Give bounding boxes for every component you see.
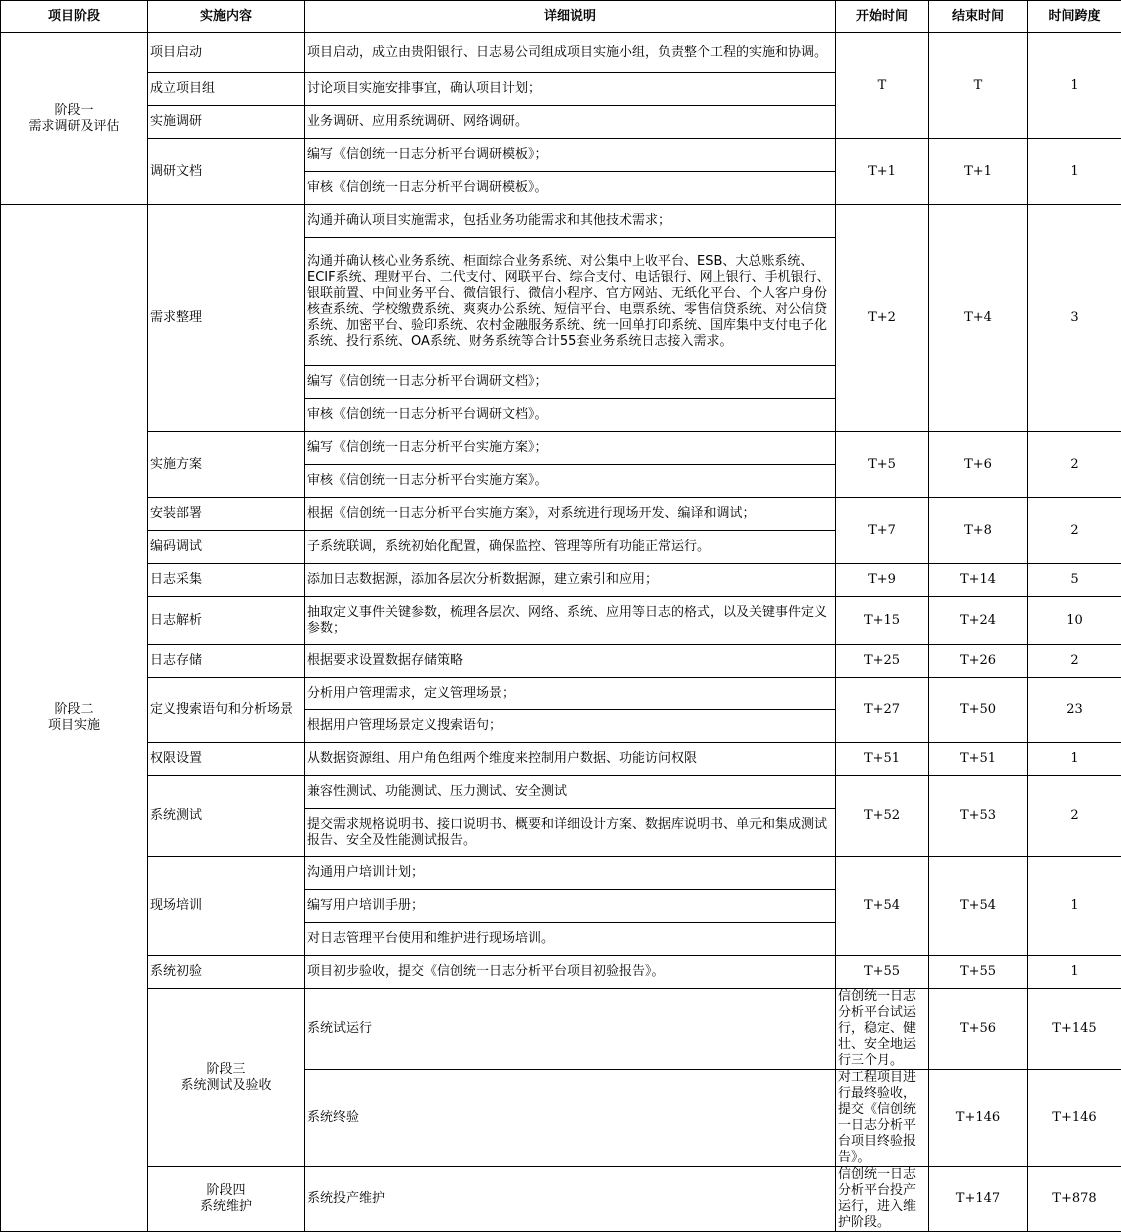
detail-cell: 编写《信创统一日志分析平台调研模板》； [305,139,836,172]
task-cell: 现场培训 [148,857,305,956]
table-row [1,33,1121,73]
end-cell: T [929,33,1028,139]
table-row [1,564,1121,597]
table-row [1,1167,1121,1232]
table-row [1,205,1121,238]
phase-cell: 阶段一 需求调研及评估 [1,33,148,205]
task-cell: 调研文档 [148,139,305,205]
task-cell: 安装部署 [148,498,305,531]
start-cell: T [836,33,929,139]
detail-cell: 信创统一日志分析平台试运行，稳定、健壮、安全地运行三个月。 [836,989,929,1070]
table-row [1,857,1121,890]
start-cell: T+25 [836,645,929,678]
task-cell: 系统终验 [305,1070,836,1167]
task-cell: 日志采集 [148,564,305,597]
span-cell: 1 [1028,857,1121,956]
span-cell: 1 [1028,139,1121,205]
header-start: 开始时间 [836,1,929,33]
detail-cell: 编写《信创统一日志分析平台调研文档》； [305,366,836,399]
task-cell: 实施方案 [148,432,305,498]
header-task: 实施内容 [148,1,305,33]
header-span: 时间跨度 [1028,1,1121,33]
span-cell: 2 [1028,498,1121,564]
start-cell: T+2 [836,205,929,432]
span-cell: 5 [1028,564,1121,597]
phase-cell: 阶段三 系统测试及验收 [148,989,305,1167]
start-cell: T+1 [836,139,929,205]
detail-cell: 根据用户管理场景定义搜索语句； [305,710,836,743]
end-cell: T+54 [929,857,1028,956]
task-cell: 日志存储 [148,645,305,678]
end-cell: T+53 [929,776,1028,857]
task-cell: 系统试运行 [305,989,836,1070]
detail-cell: 业务调研、应用系统调研、网络调研。 [305,106,836,139]
detail-cell: 沟通用户培训计划； [305,857,836,890]
table-row [1,743,1121,776]
header-row [1,1,1121,33]
span-cell: 2 [1028,645,1121,678]
table-row [1,956,1121,989]
end-cell: T+6 [929,432,1028,498]
span-cell: 1 [1028,743,1121,776]
detail-cell: 子系统联调，系统初始化配置，确保监控、管理等所有功能正常运行。 [305,531,836,564]
start-cell: T+147 [929,1167,1028,1232]
table-row [1,989,1121,1070]
start-cell: T+9 [836,564,929,597]
end-cell: T+878 [1028,1167,1121,1232]
end-cell: T+14 [929,564,1028,597]
detail-cell: 编写《信创统一日志分析平台实施方案》； [305,432,836,465]
detail-cell: 对工程项目进行最终验收，提交《信创统一日志分析平台项目终验报告》。 [836,1070,929,1167]
detail-cell: 审核《信创统一日志分析平台调研文档》。 [305,399,836,432]
task-cell: 实施调研 [148,106,305,139]
table-row [1,432,1121,465]
detail-cell: 根据《信创统一日志分析平台实施方案》，对系统进行现场开发、编译和调试； [305,498,836,531]
end-cell: T+50 [929,678,1028,743]
end-cell: T+4 [929,205,1028,432]
span-cell: 23 [1028,678,1121,743]
start-cell: T+7 [836,498,929,564]
detail-cell: 提交需求规格说明书、接口说明书、概要和详细设计方案、数据库说明书、单元和集成测试报告、安全及性能测试报告。 [305,809,836,857]
start-cell: T+27 [836,678,929,743]
detail-cell: 项目初步验收，提交《信创统一日志分析平台项目初验报告》。 [305,956,836,989]
task-cell: 系统测试 [148,776,305,857]
detail-cell: 添加日志数据源，添加各层次分析数据源，建立索引和应用； [305,564,836,597]
detail-cell: 沟通并确认核心业务系统、柜面综合业务系统、对公集中上收平台、ESB、大总账系统、ECIF系统、理财平台、二代支付、网联平台、综合支付、电话银行、网上银行、手机银行、银联前置、中间业务平台、微信银行、微信小程序、官方网站、无纸化平台、个人客户身份核查系统、学校缴费系统、爽爽办公系统、短信平台、电票系统、零售信贷系统、对公信贷系统、加密平台、验印系统、农村金融服务系统、统一回单打印系统、国库集中支付电子化系统、投行系统、OA系统、财务系统等合计55套业务系统日志接入需求。 [305,238,836,366]
span-cell: 2 [1028,776,1121,857]
end-cell: T+51 [929,743,1028,776]
table-row [1,776,1121,809]
span-cell: 1 [1028,956,1121,989]
end-cell: T+24 [929,597,1028,645]
task-cell: 项目启动 [148,33,305,73]
task-cell: 需求整理 [148,205,305,432]
table-row [1,645,1121,678]
start-cell: T+55 [836,956,929,989]
detail-cell: 信创统一日志分析平台投产运行，进入维护阶段。 [836,1167,929,1232]
end-cell: T+8 [929,498,1028,564]
task-cell: 定义搜索语句和分析场景 [148,678,305,743]
start-cell: T+54 [836,857,929,956]
table-row [1,597,1121,645]
table-row [1,678,1121,710]
phase-cell: 阶段二 项目实施 [1,205,148,1232]
header-end: 结束时间 [929,1,1028,33]
detail-cell: 编写用户培训手册； [305,890,836,923]
task-cell: 编码调试 [148,531,305,564]
task-cell: 权限设置 [148,743,305,776]
task-cell: 系统投产维护 [305,1167,836,1232]
span-cell: 1 [1028,33,1121,139]
detail-cell: 讨论项目实施安排事宜，确认项目计划； [305,73,836,106]
detail-cell: 兼容性测试、功能测试、压力测试、安全测试 [305,776,836,809]
start-cell: T+52 [836,776,929,857]
end-cell: T+55 [929,956,1028,989]
phase-cell: 阶段四 系统维护 [148,1167,305,1232]
detail-cell: 分析用户管理需求，定义管理场景； [305,678,836,710]
task-cell: 日志解析 [148,597,305,645]
end-cell: T+1 [929,139,1028,205]
end-cell: T+145 [1028,989,1121,1070]
task-cell: 成立项目组 [148,73,305,106]
detail-cell: 根据要求设置数据存储策略 [305,645,836,678]
span-cell: 10 [1028,597,1121,645]
start-cell: T+56 [929,989,1028,1070]
start-cell: T+5 [836,432,929,498]
task-cell: 系统初验 [148,956,305,989]
table-row [1,498,1121,531]
span-cell: 3 [1028,205,1121,432]
table-row [1,139,1121,172]
start-cell: T+51 [836,743,929,776]
start-cell: T+15 [836,597,929,645]
detail-cell: 沟通并确认项目实施需求，包括业务功能需求和其他技术需求； [305,205,836,238]
start-cell: T+146 [929,1070,1028,1167]
span-cell: 2 [1028,432,1121,498]
end-cell: T+146 [1028,1070,1121,1167]
end-cell: T+26 [929,645,1028,678]
detail-cell: 项目启动，成立由贵阳银行、日志易公司组成项目实施小组，负责整个工程的实施和协调。 [305,33,836,73]
detail-cell: 从数据资源组、用户角色组两个维度来控制用户数据、功能访问权限 [305,743,836,776]
detail-cell: 审核《信创统一日志分析平台调研模板》。 [305,172,836,205]
detail-cell: 对日志管理平台使用和维护进行现场培训。 [305,923,836,956]
detail-cell: 抽取定义事件关键参数，梳理各层次、网络、系统、应用等日志的格式，以及关键事件定义参数； [305,597,836,645]
detail-cell: 审核《信创统一日志分析平台实施方案》。 [305,465,836,498]
header-phase: 项目阶段 [1,1,148,33]
header-detail: 详细说明 [305,1,836,33]
